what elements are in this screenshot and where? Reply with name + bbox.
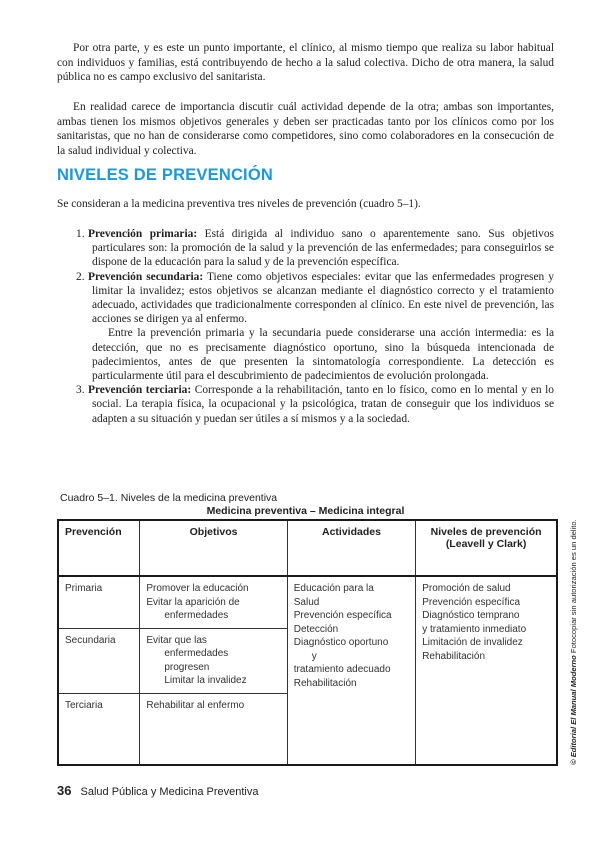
list-number: 3. (76, 384, 85, 397)
cell-line: Evitar que las (146, 634, 207, 646)
cell-line: tratamiento adecuado (293, 664, 391, 675)
header-objetivos: Objetivos (140, 520, 287, 576)
cell-line: Detección (293, 623, 339, 635)
paragraph-1: Por otra parte, y es este un punto importante, el clínico, al mismo tiempo que realiza su labor habitual con individuos y familias, está contribuyendo de hecho a la salud colectiva. Dicho de otra manera, la salud pública no es campo exclusivo del sanitarista. (57, 42, 554, 84)
cell-line: Diagnóstico oportuno (293, 637, 389, 648)
table-header-row (58, 520, 557, 576)
level-text: Tiene como objetivos especiales: evitar que las enfermedades progresen y limitar la invalidez; estos objetivos se alcanzan mediante el diagnóstico correcto y el tratamiento adecuado, actividades que tradicionalmente corresponden al clínico. En este nivel de prevención, las acciones se dirigen ya al enfermo. (92, 270, 554, 326)
prevention-levels-list (76, 227, 554, 426)
list-number: 2. (76, 270, 85, 283)
page-footer (57, 783, 258, 798)
header-actividades: Actividades (287, 520, 415, 576)
table-row (58, 576, 557, 628)
list-item-tertiary (76, 383, 554, 426)
list-item-primary (76, 227, 554, 270)
cell-line: Promoción de salud (422, 583, 511, 594)
cell-line: Prevención específica (293, 610, 392, 621)
cell-line: Rehabilitación (422, 650, 486, 662)
page-number: 36 (57, 783, 72, 798)
level-text: Corresponde a la rehabilitación, tanto en lo físico, como en lo mental y en lo social. La terapia física, la ocupacional y la psicológica, tratan de conseguir que los individuos se adapten a su situación y puedan ser útiles a sí mismos y a la sociedad. (92, 384, 554, 425)
copyright-notice (569, 519, 578, 765)
cell-line: Evitar la aparición de (146, 596, 240, 608)
cell-line: y tratamiento inmediato (422, 623, 527, 635)
cell-line: enfermedades (164, 610, 229, 621)
objetivos-cell (140, 576, 287, 628)
row-label: Secundaria (58, 628, 140, 693)
cell-line: Rehabilitación (293, 677, 357, 689)
cell-line: enfermedades (164, 648, 229, 659)
list-number: 1. (76, 228, 85, 240)
table-title: Medicina preventiva – Medicina integral (206, 505, 405, 517)
cell-line: progresen (164, 661, 210, 673)
book-title: Salud Pública y Medicina Preventiva (80, 786, 259, 798)
level-title: Prevención terciaria: (88, 384, 192, 397)
cell-line: Rehabilitar al enfermo (146, 699, 245, 711)
cell-line: Salud (293, 596, 320, 608)
level-title: Prevención secundaria: (88, 270, 204, 283)
cell-line: Educación para la (293, 583, 374, 594)
header-niveles: Niveles de prevención (Leavell y Clark) (416, 520, 557, 576)
actividades-cell (287, 576, 415, 765)
section-heading: NIVELES DE PREVENCIÓN (57, 166, 273, 184)
objetivos-cell (140, 628, 287, 693)
cell-line: Limitación de invalidez (422, 637, 523, 648)
cell-line: y (311, 650, 317, 662)
table-caption: Cuadro 5–1. Niveles de la medicina preventiva (60, 492, 278, 504)
prevention-table (57, 519, 558, 766)
cell-line: Diagnóstico temprano (422, 610, 520, 621)
paragraph-2: En realidad carece de importancia discutir cuál actividad depende de la otra; ambas son importantes, ambas tienen los mismos objetivos generales y deben ser practicadas tanto por los clínicos como por los sanitaristas, que no han de considerarse como competidores, sino como colaboradores en la consecución de la salud individual y colectiva. (57, 101, 554, 157)
level-text: Está dirigida al individuo sano o aparentemente sano. Sus objetivos particulares son: la promoción de la salud y la prevención de las enfermedades; para conseguirlos se dispone de la educación para la salud y de la prevención específica. (92, 228, 554, 269)
niveles-cell (416, 576, 557, 765)
objetivos-cell (140, 693, 287, 765)
cell-line: Prevención específica (422, 596, 521, 608)
copyright-text: Fotocopiar sin autorización es un delito. (569, 519, 578, 654)
level-title: Prevención primaria: (88, 228, 198, 240)
row-label: Terciaria (58, 693, 140, 765)
cell-line: Limitar la invalidez (164, 675, 247, 686)
intro-paragraph: Se consideran a la medicina preventiva tres niveles de prevención (cuadro 5–1). (57, 198, 421, 210)
row-label: Primaria (58, 576, 140, 628)
cell-line: Promover la educación (146, 583, 249, 594)
detection-paragraph: Entre la prevención primaria y la secundaria puede considerarse una acción intermedia: es la detección, que no es precisamente diagnóstico oportuno, sino la búsqueda intencionada de padecimientos, antes de que presenten la sintomatología correspondiente. La detección es particularmente útil para el descubrimiento de padecimientos de evolución prolongada. (92, 327, 554, 383)
copyright-publisher: © Editorial El Manual Moderno (569, 655, 578, 765)
header-prevencion: Prevención (58, 520, 140, 576)
list-item-secondary (76, 270, 554, 384)
